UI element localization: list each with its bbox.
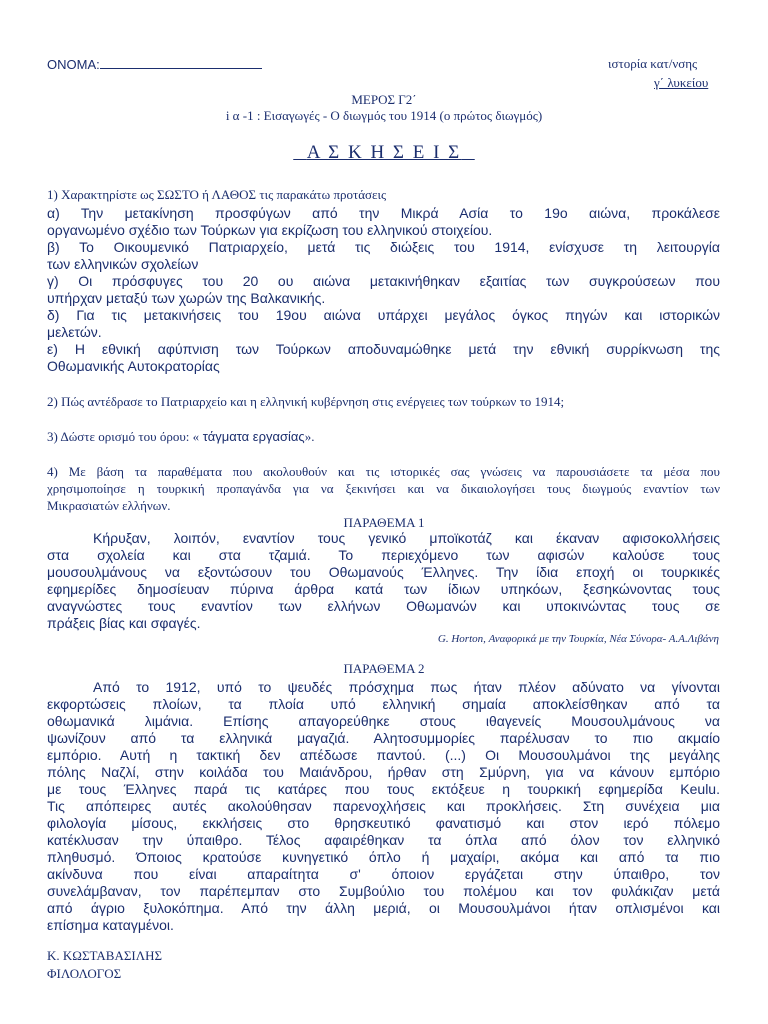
q1-line: υπήρχαν μεταξύ των χωρών της Βαλκανικής.: [47, 290, 326, 306]
source2-line: οθωμανικά λιμάνια. Επίσης απαγορεύθηκε στους ιθαγενείς Μουσουλμάνους να: [47, 713, 720, 729]
source2-line: κατέκλυσαν την ύπαιθρο. Τέλος αφαιρέθηκαν τα όπλα από όλον τον ελληνικό: [47, 832, 720, 848]
q3-text: [47, 429, 314, 445]
exercises-title: [0, 142, 768, 164]
source2-line: εκφορτώσεις πλοίων, τα πλοία υπό ελληνική σημαία αποκλείσθηκαν από τα: [47, 696, 720, 712]
source1-heading: ΠΑΡΑΘΕΜΑ 1: [343, 515, 425, 530]
q4-line: Μικρασιατών ελλήνων.: [47, 498, 171, 513]
source2-heading: ΠΑΡΑΘΕΜΑ 2: [343, 661, 425, 676]
q3-term: τάγματα εργασίας: [199, 429, 305, 444]
q1-line: οργανωμένο σχέδιο των Τούρκων για εκρίζωση του ελληνικού στοιχείου.: [47, 222, 493, 238]
source2-line: Από το 1912, υπό το ψευδές πρόσχημα πως ήταν πλέον αδύνατο να γίνονται: [93, 679, 720, 695]
q3-suffix: ».: [304, 429, 315, 444]
q1-line: δ) Για τις μετακινήσεις του 19ου αιώνα υπάρχει μεγάλος όγκος πηγών και ιστορικών: [47, 307, 720, 323]
source1-line: μουσουλμάνους να εξοντώσουν του Οθωμανούς Έλληνες. Την ίδια εποχή οι τουρκικές: [47, 564, 720, 580]
source1-line: στα σχολεία και στα τζαμιά. Το περιεχόμενο των αφισών καλούσε τους: [47, 547, 720, 563]
q1-line: μελετών.: [47, 324, 102, 340]
name-blank: [100, 56, 262, 69]
subject-label: ιστορία κατ/νσης: [608, 56, 698, 71]
source1-citation: G. Horton, Αναφορικά με την Τουρκία, Νέα Σύνορα- Α.Α.Λιβάνη: [437, 633, 719, 645]
source2-line: Τις απόπειρες αυτές ακολούθησαν παρενοχλήσεις και προκλήσεις. Στη συνέχεια μια: [47, 798, 720, 814]
source2-line: επίσημα καταγμένοι.: [47, 917, 174, 933]
source2-line: πόλης Ναζλί, στην κοιλάδα του Μαιάνδρου, ήρθαν στη Σμύρνη, για να κάνουν εμπόριο: [47, 764, 720, 780]
q1-line: ε) Η εθνική αφύπνιση των Τούρκων αποδυναμώθηκε μετά την εθνική συρρίκνωση της: [47, 341, 720, 357]
unit-label: i α -1 : Εισαγωγές - Ο διωγμός του 1914 (ο πρώτος διωγμός): [225, 108, 543, 123]
source2-line: με τους Έλληνες παρά τις κατάρες που τους εκτόξευε η τουρκική εφημερίδα Keulu.: [47, 781, 720, 797]
q2-text: 2) Πώς αντέδρασε το Πατριαρχείο και η ελληνική κυβέρνηση στις ενέργειες των τούρκων το 1914;: [47, 394, 565, 409]
source2-line: φιλολογία μίσους, εκκλήσεις στο θρησκευτικό φανατισμό και στον ιερό πόλεμο: [47, 815, 720, 831]
source1-line: Κήρυξαν, λοιπόν, εναντίον τους γενικό μποϊκοτάζ και έκαναν αφισοκολλήσεις: [93, 530, 720, 546]
source2-line: από άγριο ξυλοκόπημα. Από την άλλη μεριά, οι Μουσουλμάνοι ήταν οπλισμένοι και: [47, 900, 720, 916]
source1-line: αναγνώστες τους εναντίον των ελλήνων Οθωμανών και υποκινώντας τους σε: [47, 598, 720, 614]
q3-prefix: 3) Δώστε ορισμό του όρου: «: [47, 429, 200, 444]
source2-line: ψωνίζουν από τα ελληνικά μαγαζιά. Αλητοσυμμορίες παρέλυσαν το πιο ακμαίο: [47, 730, 720, 746]
source1-line: πράξεις βίας και σφαγές.: [47, 615, 201, 631]
author-role: ΦΙΛΟΛΟΓΟΣ: [47, 966, 122, 981]
q1-line: των ελληνικών σχολείων: [47, 256, 199, 272]
name-label: ΟΝΟΜΑ:: [47, 57, 100, 72]
source2-line: εμπόριο. Αυτή η τακτική δεν απέδωσε παντού. (...) Οι Μουσουλμάνοι της μεγάλης: [47, 747, 720, 763]
name-line: [47, 56, 262, 72]
q1-line: Οθωμανικής Αυτοκρατορίας: [47, 358, 220, 374]
author-name: Κ. ΚΩΣΤΑΒΑΣΙΛΗΣ: [47, 948, 163, 963]
source2-line: πληθυσμό. Όποιος κρατούσε κυνηγετικό όπλο ή μαχαίρι, ακόμα και από τα πιο: [47, 849, 720, 865]
q1-line: γ) Οι πρόσφυγες του 20 ου αιώνα μετακινήθηκαν εξαιτίας των συγκρούσεων που: [47, 273, 720, 289]
q4-line: χρησιμοποίησε η τουρκική προπαγάνδα για να ξεκινήσει και να δικαιολογήσει τους διωγμούς εναντίον των: [47, 481, 720, 496]
exercises-title-text: Α Σ Κ Η Σ Ε Ι Σ: [306, 142, 462, 163]
q4-line: 4) Με βάση τα παραθέματα που ακολουθούν και τις ιστορικές σας γνώσεις να παρουσιάσετε τα μέσα που: [47, 464, 720, 479]
source2-line: συνελάμβαναν, τον παρέπεμπαν στο Συμβούλιο του πολέμου και τον φυλάκιζαν μετά: [47, 883, 720, 899]
q1-line: β) Το Οικουμενικό Πατριαρχείο, μετά τις διώξεις του 1914, ενίσχυσε τη λειτουργία: [47, 239, 720, 255]
grade-label: γ΄ λυκείου: [654, 75, 709, 90]
q1-intro: 1) Χαρακτηρίστε ως ΣΩΣΤΟ ή ΛΑΘΟΣ τις παρακάτω προτάσεις: [47, 187, 387, 202]
part-label: ΜΕΡΟΣ Γ2΄: [351, 92, 417, 107]
q1-line: α) Την μετακίνηση προσφύγων από την Μικρά Ασία το 19ο αιώνα, προκάλεσε: [47, 205, 720, 221]
source2-line: ακίνδυνα που είναι απαραίτητα σ' όποιον εργάζεται στην ύπαιθρο, τον: [47, 866, 720, 882]
source1-line: εφημερίδες δημοσίευαν πύρινα άρθρα κατά των ίδιων υπηκόων, ξεσηκώνοντας τους: [47, 581, 720, 597]
